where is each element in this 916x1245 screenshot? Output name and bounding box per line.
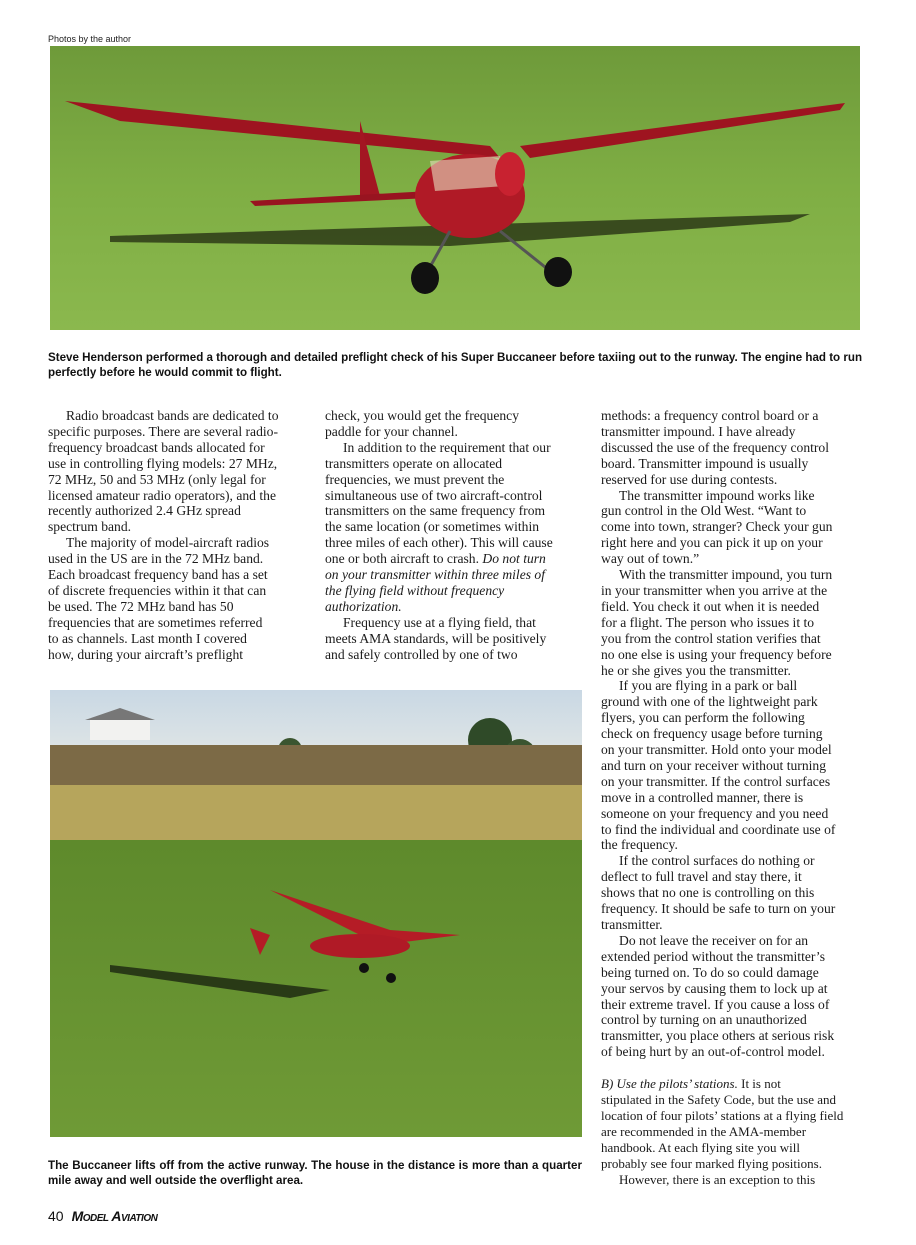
text-line: flyers, you can perform the following [601,710,805,726]
text-line: specific purposes. There are several radio- [48,423,278,439]
text-line: reserved for use during contests. [601,471,778,487]
text-line: frequency. It should be safe to turn on your [601,901,836,917]
text-line: Each broadcast frequency band has a set [48,567,268,583]
text-line: If the control surfaces do nothing or [619,853,815,869]
text-line: discussed the use of the frequency control [601,439,830,455]
text-line: transmitters operate on allocated [325,455,503,471]
text-line: the flying field without frequency [325,582,505,598]
text-line: transmitter impound. I have already [601,423,796,439]
top-photo-airplane-on-grass [50,46,860,330]
page-footer [48,1208,157,1224]
text-line: probably see four marked flying positions. [601,1156,822,1172]
text-line: location of four pilots’ stations at a flying field [601,1108,844,1124]
text-line: be used. The 72 MHz band has 50 [48,598,234,614]
paragraph [325,408,553,440]
text-line: transmitter. [601,917,663,932]
text-line: 72 MHz, 50 and 53 MHz (only legal for [48,471,266,487]
text-line: their extreme travel. If you cause a loss of [601,996,830,1012]
text-line: move in a controlled manner, there is [601,789,804,805]
text-line: someone on your frequency and you need [601,805,829,821]
text-line: for a flight. The person who issues it to [601,614,815,630]
paragraph [601,408,843,488]
paragraph [601,567,843,678]
paragraph [48,535,279,662]
text-line: meets AMA standards, will be positively [325,630,547,646]
text-line: B) Use the pilots’ stations. [601,1076,738,1092]
text-line: Radio broadcast bands are dedicated to [66,408,279,423]
text-line: simultaneous use of two aircraft-control [325,487,543,503]
text-line: come into town, stranger? Check your gun [601,519,833,535]
text-line: However, there is an exception to this [619,1172,816,1188]
text-line: he or she gives you the transmitter. [601,662,791,678]
text-line: three miles of each other). This will cause [325,535,553,551]
text-line: of discrete frequencies within it that can [48,582,267,598]
paragraph [601,678,843,853]
text-line: ground with one of the lightweight park [601,694,818,710]
text-line: spectrum band. [48,519,132,535]
text-line: authorization. [325,598,402,614]
text-line: board. Transmitter impound is usually [601,455,809,471]
text-line: on your transmitter. If the control surfaces [601,773,831,789]
paragraph [601,1076,843,1172]
text-column-3 [601,408,843,1188]
text-line: check, you would get the frequency [325,408,520,423]
text-line: recently authorized 2.4 GHz spread [48,503,241,519]
text-line: right here and you can pick it up on your [601,535,823,551]
text-line: on your transmitter. Hold onto your model [601,742,832,758]
text-line: stipulated in the Safety Code, but the use and [601,1092,837,1108]
text-line: being turned on. To do so could damage [601,964,819,980]
page-number: 40 [48,1208,64,1224]
text-line: Do not turn [482,551,546,567]
paragraph [48,408,279,535]
text-line: no one else is using your frequency before [601,646,832,662]
text-line: frequencies, we must prevent the [325,471,505,487]
text-column-1 [48,408,279,663]
text-line: transmitters on the same frequency from [325,503,546,519]
text-line: frequencies that are sometimes referred [48,614,263,630]
text-line: the frequency. [601,837,678,853]
paragraph [601,853,843,933]
text-line: paddle for your channel. [325,423,458,439]
photo-credit: Photos by the author [48,34,132,44]
text-line: handbook. At each flying site you will [601,1140,800,1156]
text-line: used in the US are in the 72 MHz band. [48,551,264,567]
paragraph [601,933,843,1060]
text-line: Do not leave the receiver on for an [619,932,809,948]
text-line: The transmitter impound works like [619,487,815,503]
text-line: In addition to the requirement that our [343,439,551,455]
text-line: in your transmitter when you arrive at the [601,582,828,598]
text-line: and safely controlled by one of two [325,646,518,662]
text-line: It is not [737,1076,781,1092]
text-line: shows that no one is controlling on this [601,885,815,901]
text-line: deflect to full travel and stay there, it [601,869,802,885]
top-photo-caption: Steve Henderson performed a thorough and detailed preflight check of his Super Buccaneer before taxiing out to the runway. The engine had to run perfectly before he would commit to flight. [48,351,863,379]
text-line: the same location (or sometimes within [325,519,540,535]
paragraph [601,488,843,568]
text-line: on your transmitter within three miles of [325,567,546,583]
text-line: If you are flying in a park or ball [619,678,798,694]
text-line: to as channels. Last month I covered [48,630,247,646]
text-line: and turn on your receiver without turning [601,757,826,773]
text-line: methods: a frequency control board or a [601,408,819,423]
text-line: check on frequency usage before turning [601,726,823,742]
text-line: one or both aircraft to crash. [325,551,483,567]
text-line: transmitter, you place others at serious risk [601,1028,835,1044]
text-line: way out of town.” [601,551,700,567]
text-line: you from the control station verifies that [601,630,821,646]
text-line: Frequency use at a flying field, that [343,614,536,630]
text-line: field. You check it out when it is needed [601,598,820,614]
paragraph [601,1172,843,1188]
text-line: frequency broadcast bands allocated for [48,439,265,455]
text-line: gun control in the Old West. “Want to [601,503,807,519]
text-line: The majority of model-aircraft radios [66,535,270,551]
text-line: licensed amateur radio operators), and the [48,487,276,503]
text-line: to find the individual and coordinate use of [601,821,836,837]
text-line: how, during your aircraft’s preflight [48,646,244,662]
bottom-photo-caption: The Buccaneer lifts off from the active runway. The house in the distance is more than a quarter mile away and well outside the overflight area. [48,1159,582,1187]
text-line: With the transmitter impound, you turn [619,567,833,583]
text-line: your servos by causing them to lock up at [601,980,828,996]
text-line: control by turning on an unauthorized [601,1012,807,1028]
paragraph [325,440,553,615]
text-line: use in controlling flying models: 27 MHz, [48,455,278,471]
paragraph [325,615,553,663]
magazine-name: Model Aviation [71,1208,158,1224]
text-line: are recommended in the AMA-member [601,1124,807,1140]
text-line: extended period without the transmitter’s [601,948,825,964]
text-column-2 [325,408,553,663]
bottom-photo-airplane-takeoff [50,690,582,1137]
text-line: of being hurt by an out-of-control model. [601,1044,825,1060]
